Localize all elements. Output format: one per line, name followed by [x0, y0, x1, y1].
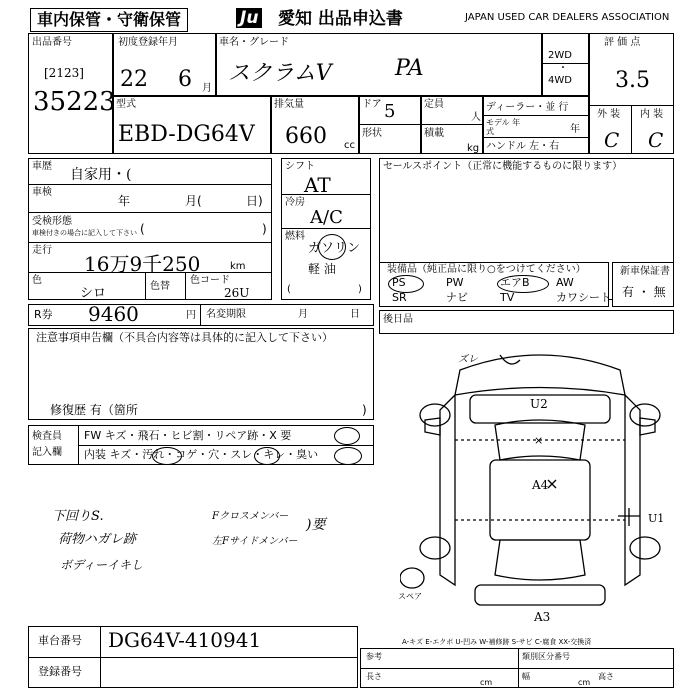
history-label: 車歴	[32, 161, 52, 172]
doors-value: 5	[384, 101, 396, 122]
sales-point-label: セールスポイント（正常に機能するものに限ります）	[383, 161, 623, 172]
equipment-item: PW	[446, 276, 464, 289]
color-change-label: 色替	[150, 281, 170, 292]
odor-mark-circle	[334, 447, 362, 465]
warranty-label: 新車保証書	[620, 266, 670, 277]
equipment-item: エアB	[500, 276, 530, 289]
name-change-label: 名変期限	[206, 309, 246, 320]
attachment-label: 後日品	[383, 314, 413, 325]
note-required: )要	[306, 517, 326, 533]
name-change-month: 月	[298, 309, 308, 320]
lot-bracket-value: [2123]	[44, 66, 84, 80]
height-label: 高さ	[598, 672, 614, 681]
equipment-item: TV	[500, 291, 515, 304]
spare-label: スペア	[398, 592, 422, 601]
equipment-item: PS	[392, 276, 406, 289]
inspection-year-unit: 年	[118, 194, 131, 208]
lot-number-value: 35223	[33, 87, 116, 117]
fuel-diesel-label: 軽 油	[308, 262, 336, 276]
equipment-item: AW	[556, 276, 574, 289]
equipment-label: 装備品（純正品に限り○をつけてください）	[387, 264, 586, 275]
recycle-label: R券	[34, 308, 53, 321]
interior-label: 内 装	[640, 109, 664, 120]
handle-label: ハンドル 左・右	[486, 141, 560, 152]
annotation-center: ×	[534, 434, 544, 447]
drive-4wd-label: 4WD	[548, 75, 572, 86]
inspection-day-unit: 日)	[246, 194, 263, 208]
annotation-right: U1	[648, 512, 665, 525]
inspection-label: 車検	[32, 187, 52, 198]
doors-label: ドア	[362, 99, 382, 110]
remarks-title: 注意事項申告欄（不具合内容等は具体的に記入して下さい）	[36, 331, 333, 344]
fuel-label: 燃料	[285, 231, 305, 242]
registration-number-label: 登録番号	[38, 665, 82, 678]
color-code-value: 26U	[224, 286, 250, 300]
inspection-month-unit: 月(	[185, 194, 202, 208]
annotation-bottom: A3	[534, 610, 551, 624]
color-label: 色	[32, 275, 42, 286]
stain-mark-circle	[152, 447, 182, 465]
drive-dot: ・	[558, 63, 568, 74]
note-front-crossmember: Fクロスメンバー	[212, 511, 289, 522]
warranty-options: 有 ・ 無	[622, 285, 666, 299]
attachment-box	[379, 310, 674, 334]
lot-number-label: 出品番号	[32, 37, 72, 48]
chassis-number-value: DG64V-410941	[108, 628, 262, 652]
displacement-label: 排気量	[274, 99, 304, 110]
length-label: 長さ	[366, 672, 382, 681]
inspection-form-note: 車検付きの場合に記入して下さい	[32, 229, 137, 237]
reg-year-value: 22	[120, 67, 148, 92]
recycle-value: 9460	[88, 302, 139, 326]
wear-mark-circle	[254, 447, 280, 465]
cc-unit: cc	[344, 140, 355, 151]
org-english-name: JAPAN USED CAR DEALERS ASSOCIATION	[465, 12, 670, 23]
first-registration-label: 初度登録年月	[118, 37, 178, 48]
repair-history-close: )	[362, 403, 367, 417]
note-cargo-peel: 荷物ハガレ跡	[58, 532, 137, 547]
score-value: 3.5	[615, 68, 650, 93]
fuel-paren-close: )	[358, 284, 362, 295]
kg-unit: kg	[467, 143, 480, 154]
model-year-label: モデル 年式	[486, 118, 521, 136]
name-change-day: 日	[350, 309, 360, 320]
mileage-value: 16万9千250	[84, 252, 201, 276]
color-value: シロ	[80, 286, 107, 301]
load-label: 積載	[424, 128, 444, 139]
ac-value: A/C	[310, 207, 343, 228]
grade-value: PA	[395, 56, 424, 81]
interior-value: C	[648, 128, 664, 152]
fw-mark-circle	[334, 427, 360, 445]
exterior-value: C	[604, 128, 620, 152]
year-unit: 年	[570, 124, 580, 135]
equipment-item: カワシート	[556, 291, 611, 304]
class-number-label: 類別区分番号	[522, 652, 570, 661]
fuel-selected-circle	[318, 234, 346, 260]
reg-month-unit: 月	[202, 83, 212, 94]
annotation-rear: A4	[532, 478, 549, 492]
ac-label: 冷房	[285, 197, 305, 208]
chassis-number-label: 車台番号	[38, 634, 82, 647]
displacement-value: 660	[285, 124, 327, 149]
history-value: 自家用・(	[70, 167, 132, 183]
exterior-label: 外 装	[597, 109, 621, 120]
capacity-label: 定員	[424, 99, 444, 110]
document-header-title: 車内保管・守衛保管	[30, 8, 188, 32]
shift-value: AT	[304, 173, 331, 197]
inspection-form-paren-close: )	[262, 222, 267, 236]
fuel-paren-open: (	[287, 284, 291, 295]
damage-legend: A-キズ E-エクボ U-凹み W-補修跡 S-サビ C-腐食 XX-交換済	[402, 638, 592, 646]
inspect-row-interior: 内装 キズ・汚れ・コゲ・穴・スレ・キレ・臭い	[84, 448, 319, 461]
inspector-label: 検査員	[32, 431, 62, 442]
recycle-yen-unit: 円	[186, 310, 196, 321]
dealer-label: ディーラー・並 行	[486, 102, 569, 113]
ju-logo: Ju	[236, 8, 262, 28]
km-unit: km	[230, 261, 246, 272]
width-cm-unit: cm	[578, 678, 591, 687]
note-underbody-rust: 下回りS.	[52, 509, 104, 524]
annotation-front: ズレ	[458, 354, 478, 365]
shift-label: シフト	[285, 161, 315, 172]
score-label: 評 価 点	[604, 37, 641, 48]
ref-label: 参考	[366, 652, 382, 661]
person-unit: 人	[471, 112, 481, 123]
equipment-item: SR	[392, 291, 407, 304]
car-name-value: スクラムV	[228, 61, 332, 86]
fuel-gasoline-value: ガソリン	[308, 241, 361, 256]
car-name-label: 車名・グレード	[219, 37, 289, 48]
inspection-form-paren-open: (	[140, 222, 145, 236]
length-cm-unit: cm	[480, 678, 493, 687]
inspection-form-label: 受検形態	[32, 216, 72, 227]
equipment-item: ナビ	[446, 291, 468, 304]
note-body: ボディーイキし	[60, 558, 144, 572]
width-label: 幅	[522, 672, 530, 681]
inspect-row-fw: FW キズ・飛石・ヒビ割・リペア跡・X 要	[84, 429, 292, 442]
annotation-roof: U2	[530, 397, 548, 411]
color-code-label: 色コード	[190, 275, 230, 286]
shape-label: 形状	[362, 128, 382, 139]
drive-2wd-label: 2WD	[548, 50, 572, 61]
model-label: 型式	[116, 99, 136, 110]
mileage-label: 走行	[32, 245, 52, 256]
recycle-box	[28, 304, 374, 326]
repair-history-label: 修復歴 有（箇所	[50, 403, 138, 417]
entry-label: 記入欄	[32, 447, 62, 458]
org-title: 愛知 出品申込書	[278, 9, 403, 29]
model-value: EBD-DG64V	[118, 122, 255, 147]
reg-month-value: 6	[178, 67, 192, 92]
note-left-front-sidemember: 左Fサイドメンバー	[212, 536, 298, 547]
